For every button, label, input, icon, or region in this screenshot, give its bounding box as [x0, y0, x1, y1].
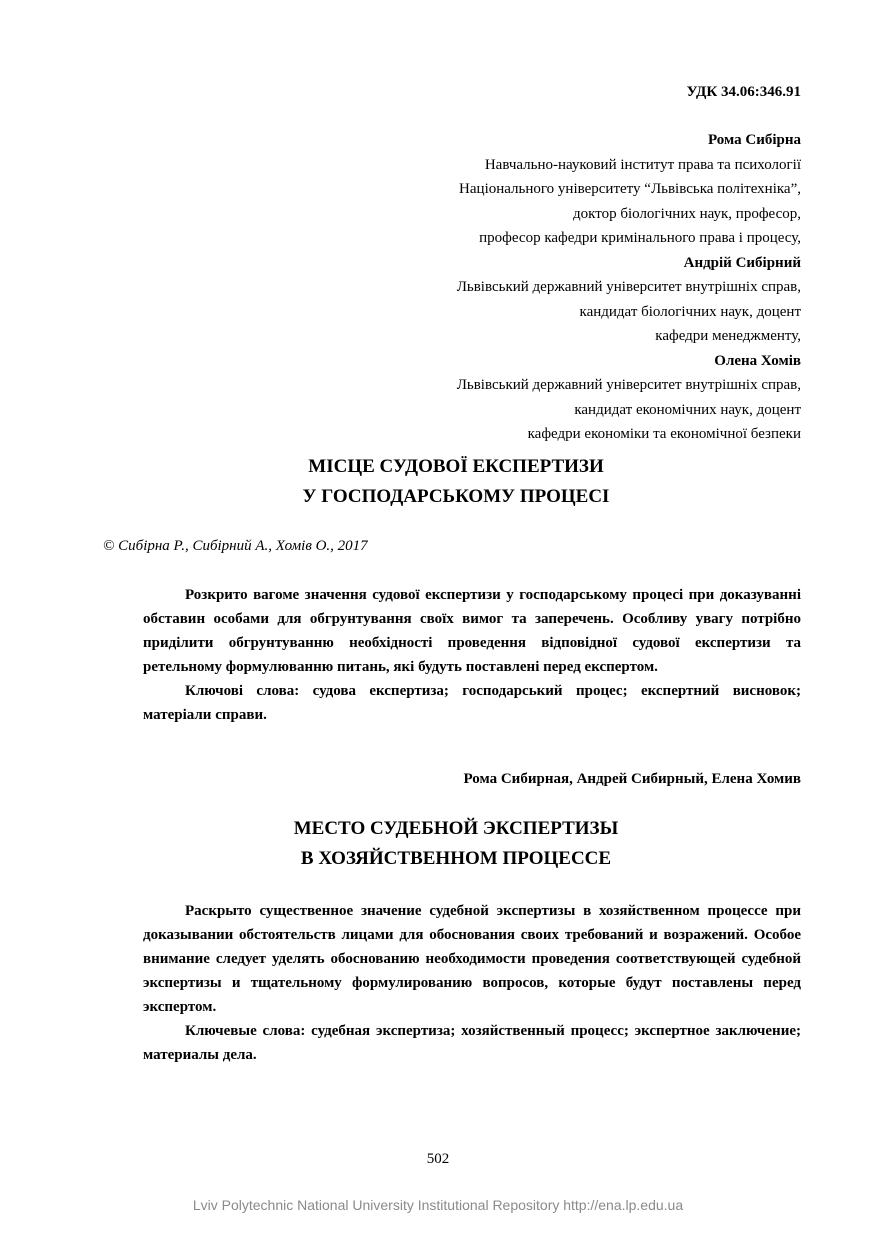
affiliation-line: Львівський державний університет внутрішніх справ,: [456, 279, 801, 295]
title-line: МЕСТО СУДЕБНОЙ ЭКСПЕРТИЗЫ: [293, 818, 619, 839]
article-title-russian: [18, 814, 876, 874]
authors-russian: Рома Сибирная, Андрей Сибирный, Елена Хомив: [463, 771, 801, 787]
affiliation-line: Львівський державний університет внутрішніх справ,: [456, 377, 801, 393]
udk-code: УДК 34.06:346.91: [686, 84, 801, 100]
keywords: Ключевые слова: судебная экспертиза; хозяйственный процесс; экспертное заключение; материалы дела.: [143, 1023, 801, 1063]
affiliation-line: професор кафедри кримінального права і процесу,: [479, 230, 801, 246]
article-title-ukrainian: [18, 452, 876, 512]
title-line: МІСЦЕ СУДОВОЇ ЕКСПЕРТИЗИ: [308, 456, 604, 477]
affiliation-line: кафедри економіки та економічної безпеки: [527, 426, 801, 442]
abstract-text: Раскрыто существенное значение судебной экспертизы в хозяйственном процессе при доказывании обстоятельств лицами для обоснования своих требований и возражений. Особое внимание следует уделять обоснованию необходимости проведения соответствующей судебной экспертизы и тщательному формулированию вопросов, которые будут поставлены перед экспертом.: [143, 903, 801, 1015]
authors-block: [281, 128, 801, 447]
abstract-text: Розкрито вагоме значення судової експертизи у господарському процесі при доказуванні обставин особами для обгрунтування своїх вимог та заперечень. Особливу увагу потрібно приділити обгрунтуванню необхідності проведення відповідної судової експертизи та ретельному формулюванню питань, які будуть поставлені перед експертом.: [143, 587, 801, 675]
repository-footer: Lviv Polytechnic National University Institutional Repository http://ena.lp.edu.ua: [192, 1197, 684, 1213]
abstract-russian: [143, 899, 801, 1067]
abstract-ukrainian: [143, 583, 801, 727]
affiliation-line: кафедри менеджменту,: [655, 328, 801, 344]
affiliation-line: Навчально-науковий інститут права та психології: [484, 156, 801, 173]
author-name: Андрій Сибірний: [683, 254, 801, 271]
title-line: У ГОСПОДАРСЬКОМУ ПРОЦЕСІ: [302, 486, 610, 507]
keywords: Ключові слова: судова експертиза; господарський процес; експертний висновок; матеріали справи.: [143, 683, 801, 723]
page-number: 502: [426, 1151, 450, 1167]
title-line: В ХОЗЯЙСТВЕННОМ ПРОЦЕССЕ: [300, 848, 612, 869]
affiliation-line: Національного університету “Львівська політехніка”,: [459, 181, 801, 197]
affiliation-line: кандидат біологічних наук, доцент: [579, 303, 801, 320]
affiliation-line: доктор біологічних наук, професор,: [573, 205, 801, 222]
author-name: Олена Хомів: [714, 352, 801, 369]
author-name: Рома Сибірна: [708, 132, 801, 148]
copyright-notice: © Сибірна Р., Сибірний А., Хомів О., 2017: [103, 538, 368, 554]
affiliation-line: кандидат економічних наук, доцент: [574, 401, 801, 418]
